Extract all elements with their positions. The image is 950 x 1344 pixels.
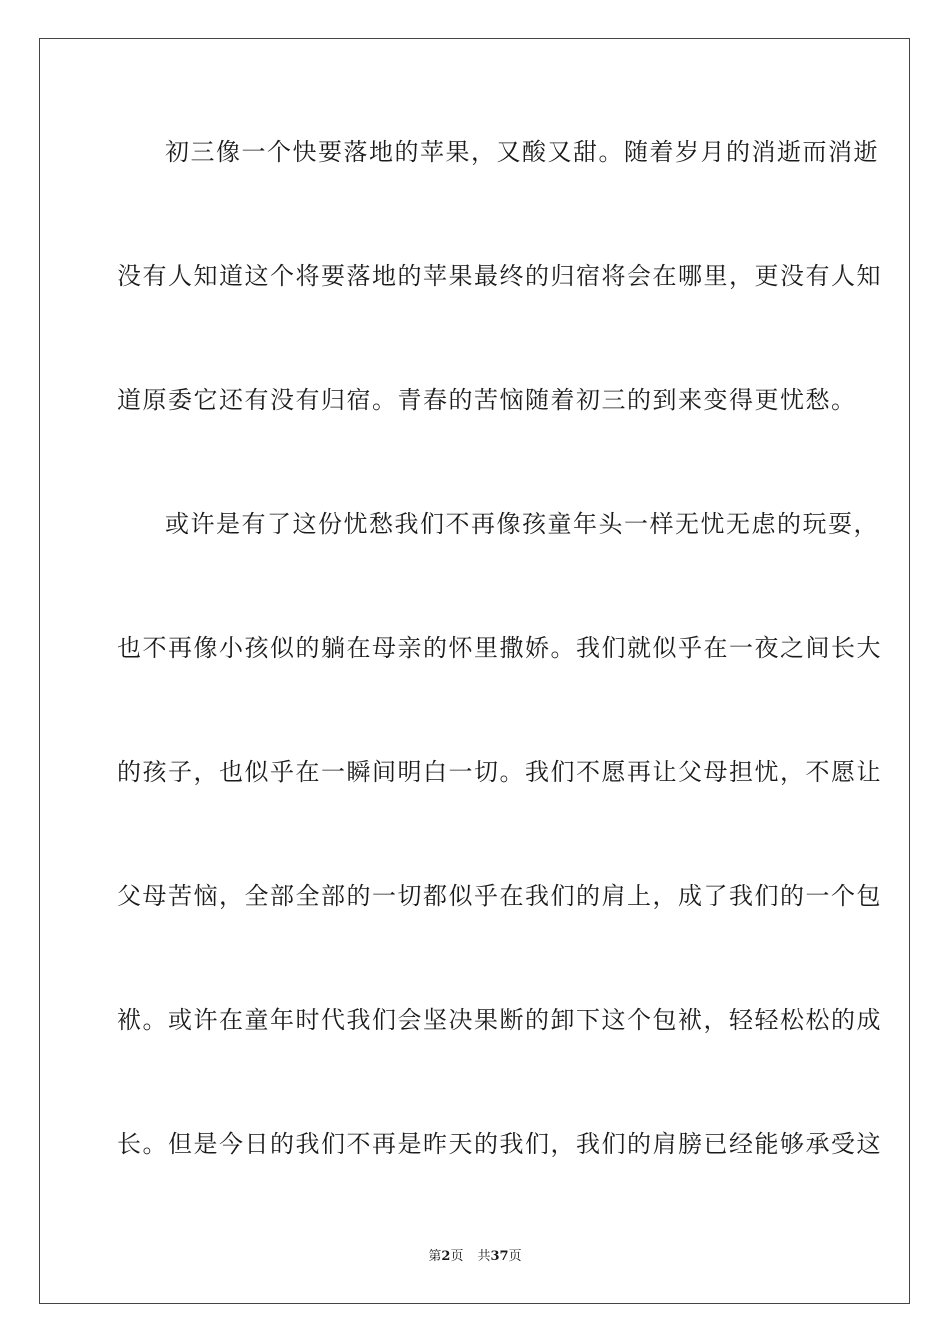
- paragraph-2-line-6: 长。但是今日的我们不再是昨天的我们，我们的肩膀已经能够承受这: [117, 1130, 882, 1158]
- paragraph-2-line-5: 袱。或许在童年时代我们会坚决果断的卸下这个包袱，轻轻松松的成: [117, 1006, 882, 1034]
- paragraph-1-line-2: 没有人知道这个将要落地的苹果最终的归宿将会在哪里，更没有人知: [117, 262, 882, 290]
- paragraph-2-line-1: 或许是有了这份忧愁我们不再像孩童年头一样无忧无虑的玩耍，: [165, 510, 879, 538]
- total-pages-label: 共37页: [477, 1249, 522, 1264]
- paragraph-1-line-3: 道原委它还有没有归宿。青春的苦恼随着初三的到来变得更忧愁。: [117, 386, 857, 414]
- paragraph-2-line-4: 父母苦恼，全部全部的一切都似乎在我们的肩上，成了我们的一个包: [117, 882, 882, 910]
- total-page-count: 37: [490, 1249, 509, 1264]
- paragraph-2-line-2: 也不再像小孩似的躺在母亲的怀里撒娇。我们就似乎在一夜之间长大: [117, 634, 882, 662]
- page-border: [39, 38, 910, 1304]
- current-page-number: 2: [441, 1249, 451, 1264]
- page-number-label: 第2页: [428, 1249, 464, 1264]
- paragraph-2-line-3: 的孩子，也似乎在一瞬间明白一切。我们不愿再让父母担忧，不愿让: [117, 758, 882, 786]
- paragraph-1-line-1: 初三像一个快要落地的苹果，又酸又甜。随着岁月的消逝而消逝: [165, 138, 879, 166]
- page-footer: [0, 1248, 950, 1266]
